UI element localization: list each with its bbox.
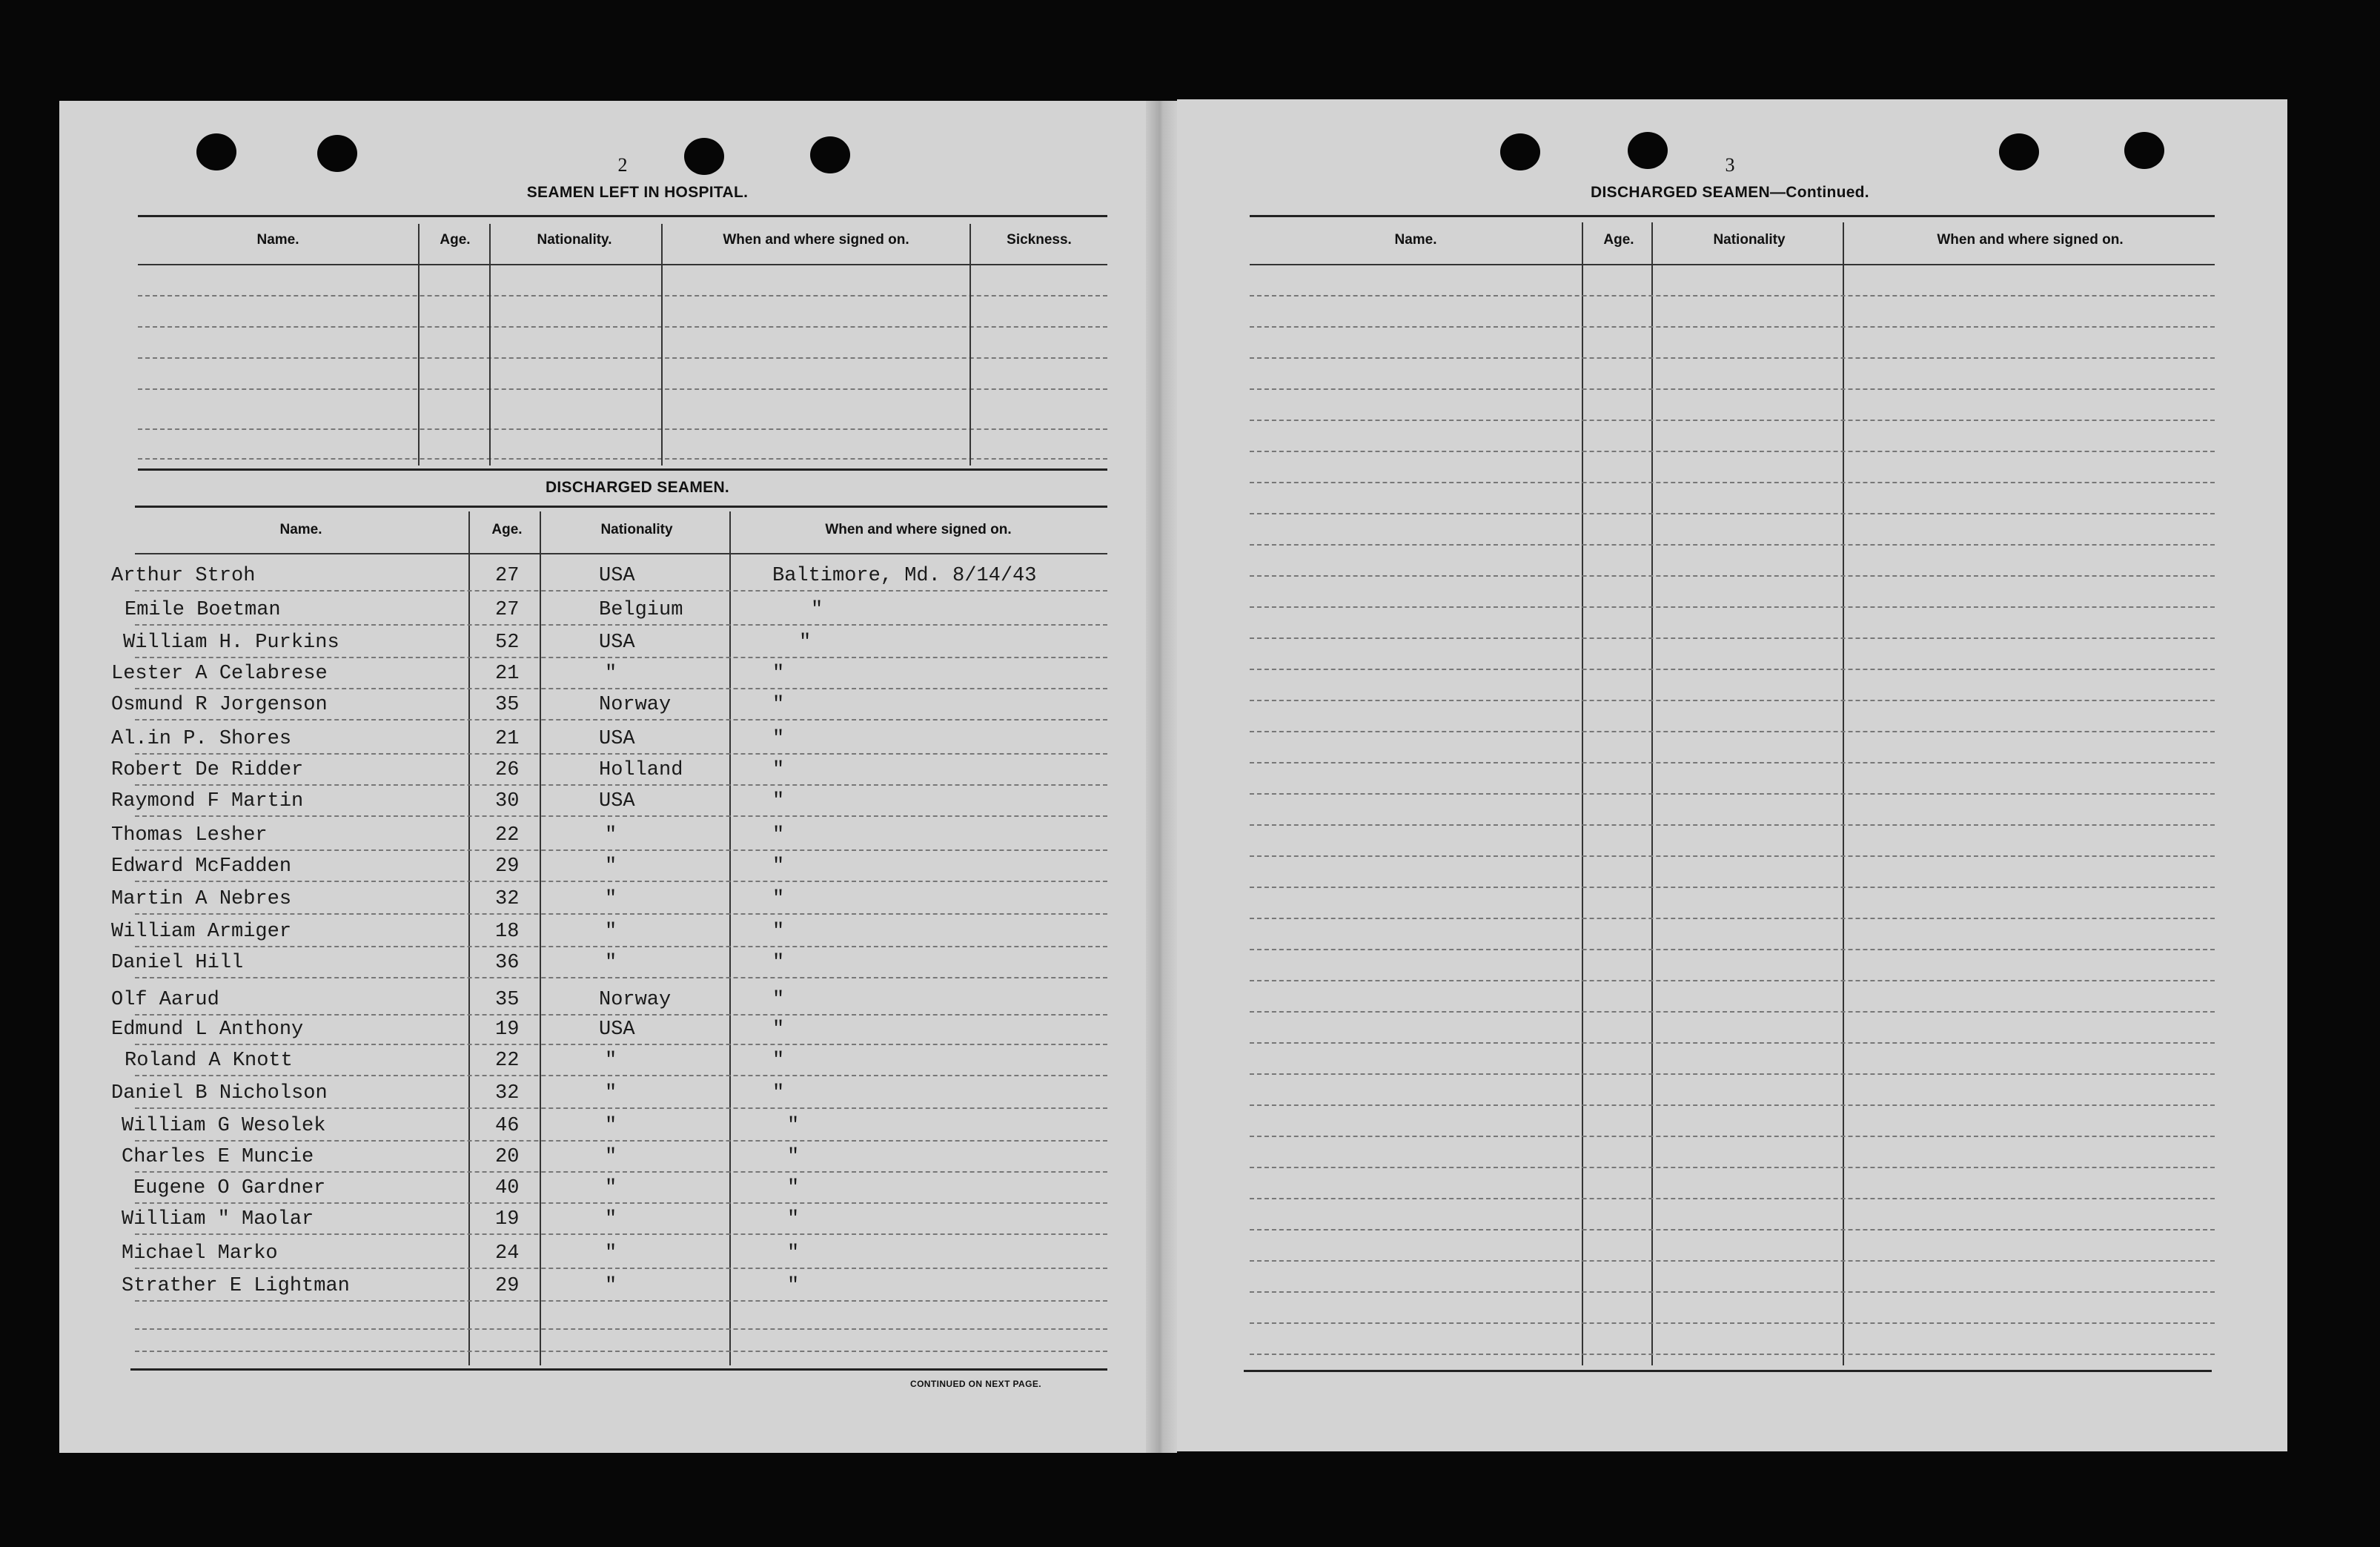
- ruled-line: [135, 1140, 1107, 1142]
- table-row: [0, 1047, 2380, 1076]
- ruled-line: [1250, 1198, 2215, 1199]
- ruled-line: [138, 428, 1107, 430]
- seaman-nationality: ": [605, 921, 617, 943]
- ruled-line: [1250, 606, 2215, 608]
- col-header-nationality: Nationality: [1713, 232, 1786, 248]
- ruled-line: [1250, 669, 2215, 670]
- signed-on: ": [772, 921, 785, 943]
- seaman-nationality: ": [605, 952, 617, 974]
- seaman-age: 40: [495, 1177, 520, 1199]
- table-row: [0, 949, 2380, 978]
- seaman-name: Strather E Lightman: [122, 1275, 350, 1297]
- seaman-nationality: ": [605, 1082, 617, 1104]
- signed-on: ": [772, 989, 785, 1011]
- col-header-age: Age.: [491, 522, 523, 537]
- seaman-age: 27: [495, 565, 520, 587]
- signed-on: ": [772, 790, 785, 812]
- table-row: [0, 756, 2380, 786]
- ruled-line: [1250, 513, 2215, 514]
- table-row: [0, 1016, 2380, 1045]
- signed-on: ": [811, 599, 823, 621]
- punch-hole: [317, 135, 357, 172]
- seaman-age: 22: [495, 1050, 520, 1072]
- table-row: [0, 562, 2380, 592]
- ruled-line: [135, 1233, 1107, 1235]
- col-header-age: Age.: [1603, 232, 1634, 248]
- seaman-nationality: Holland: [599, 759, 683, 781]
- rule: [135, 553, 1107, 554]
- ruled-line: [1250, 1229, 2215, 1230]
- seaman-age: 19: [495, 1208, 520, 1230]
- seaman-age: 21: [495, 663, 520, 685]
- seaman-name: Lester A Celabrese: [111, 663, 328, 685]
- col-header-name: Name.: [256, 232, 299, 248]
- ruled-line: [1250, 949, 2215, 950]
- seaman-nationality: ": [605, 663, 617, 685]
- seaman-name: William " Maolar: [122, 1208, 314, 1230]
- seaman-nationality: ": [605, 855, 617, 878]
- seaman-nationality: Norway: [599, 989, 672, 1011]
- ruled-line: [135, 1075, 1107, 1076]
- ruled-line: [1250, 887, 2215, 888]
- seaman-age: 29: [495, 1275, 520, 1297]
- ruled-line: [135, 688, 1107, 689]
- seaman-age: 46: [495, 1115, 520, 1137]
- col-divider: [661, 224, 663, 466]
- page-number: 2: [617, 154, 628, 176]
- signed-on: ": [772, 1082, 785, 1104]
- ruled-line: [1250, 700, 2215, 701]
- ruled-line: [135, 590, 1107, 592]
- signed-on: ": [787, 1177, 800, 1199]
- seaman-age: 35: [495, 694, 520, 716]
- ruled-line: [1250, 980, 2215, 981]
- signed-on: ": [772, 694, 785, 716]
- seaman-name: Eugene O Gardner: [133, 1177, 326, 1199]
- seaman-age: 30: [495, 790, 520, 812]
- ruled-line: [1250, 637, 2215, 639]
- ruled-line: [1250, 451, 2215, 452]
- table-row: [0, 1112, 2380, 1142]
- rule: [138, 468, 1107, 471]
- ruled-line: [138, 458, 1107, 460]
- punch-hole: [810, 136, 850, 173]
- seaman-nationality: USA: [599, 565, 635, 587]
- page-number: 3: [1725, 154, 1735, 176]
- seaman-age: 29: [495, 855, 520, 878]
- seaman-age: 18: [495, 921, 520, 943]
- signed-on: ": [772, 824, 785, 847]
- seaman-age: 32: [495, 888, 520, 910]
- signed-on: ": [772, 952, 785, 974]
- seaman-nationality: ": [605, 824, 617, 847]
- col-divider: [489, 224, 491, 466]
- seaman-name: William G Wesolek: [122, 1115, 326, 1137]
- table-row: [0, 1239, 2380, 1269]
- seaman-age: 24: [495, 1242, 520, 1265]
- ruled-line: [135, 1300, 1107, 1302]
- seaman-age: 22: [495, 824, 520, 847]
- seaman-age: 21: [495, 728, 520, 750]
- ruled-line: [135, 1044, 1107, 1045]
- seaman-name: Charles E Muncie: [122, 1146, 314, 1168]
- col-divider: [418, 224, 420, 466]
- signed-on: ": [772, 1018, 785, 1041]
- seaman-name: Martin A Nebres: [111, 888, 292, 910]
- signed-on: ": [787, 1242, 800, 1265]
- ruled-line: [135, 784, 1107, 786]
- ruled-line: [135, 719, 1107, 721]
- table-row: [0, 1205, 2380, 1235]
- ruled-line: [1250, 357, 2215, 359]
- seaman-age: 32: [495, 1082, 520, 1104]
- punch-hole: [1500, 133, 1540, 170]
- table-row: [0, 1174, 2380, 1204]
- ruled-line: [135, 1328, 1107, 1330]
- signed-on: ": [787, 1115, 800, 1137]
- table-row: [0, 885, 2380, 915]
- rule: [1244, 1370, 2212, 1372]
- seaman-nationality: USA: [599, 1018, 635, 1041]
- table-row: [0, 596, 2380, 626]
- ruled-line: [135, 1171, 1107, 1173]
- signed-on: ": [787, 1146, 800, 1168]
- seaman-name: Thomas Lesher: [111, 824, 268, 847]
- table-row: [0, 787, 2380, 817]
- ruled-line: [135, 657, 1107, 658]
- discharged-continued-title: DISCHARGED SEAMEN—Continued.: [1591, 184, 1869, 201]
- ruled-line: [135, 913, 1107, 915]
- ruled-line: [1250, 326, 2215, 328]
- ruled-line: [135, 1351, 1107, 1352]
- seaman-nationality: ": [605, 1146, 617, 1168]
- seaman-name: Emile Boetman: [125, 599, 281, 621]
- punch-hole: [1628, 132, 1668, 169]
- table-row: [0, 918, 2380, 947]
- col-header-sickness: Sickness.: [1007, 232, 1072, 248]
- ruled-line: [135, 881, 1107, 882]
- seaman-name: Osmund R Jorgenson: [111, 694, 328, 716]
- signed-on: ": [772, 759, 785, 781]
- table-row: [0, 1143, 2380, 1173]
- ruled-line: [1250, 1011, 2215, 1013]
- rule: [138, 215, 1107, 217]
- seaman-nationality: Belgium: [599, 599, 683, 621]
- punch-hole: [196, 133, 236, 170]
- ruled-line: [1250, 1104, 2215, 1106]
- seaman-age: 52: [495, 632, 520, 654]
- seaman-nationality: USA: [599, 632, 635, 654]
- seaman-age: 27: [495, 599, 520, 621]
- signed-on: ": [799, 632, 812, 654]
- ruled-line: [138, 357, 1107, 359]
- ruled-line: [1250, 1042, 2215, 1044]
- ruled-line: [1250, 1073, 2215, 1075]
- seaman-name: Robert De Ridder: [111, 759, 304, 781]
- col-header-signed-on: When and where signed on.: [825, 522, 1012, 537]
- table-row: [0, 1272, 2380, 1302]
- seaman-nationality: Norway: [599, 694, 672, 716]
- seaman-nationality: ": [605, 1275, 617, 1297]
- ruled-line: [135, 624, 1107, 626]
- rule: [130, 1368, 1107, 1371]
- seaman-name: Olf Aarud: [111, 989, 219, 1011]
- ruled-line: [1250, 1291, 2215, 1293]
- col-header-name: Name.: [1394, 232, 1437, 248]
- ruled-line: [138, 295, 1107, 297]
- ruled-line: [1250, 544, 2215, 546]
- ruled-line: [135, 753, 1107, 755]
- ruled-line: [1250, 762, 2215, 763]
- seaman-name: William H. Purkins: [123, 632, 339, 654]
- seaman-name: Daniel B Nicholson: [111, 1082, 328, 1104]
- seaman-nationality: ": [605, 1208, 617, 1230]
- ruled-line: [135, 1268, 1107, 1269]
- signed-on: ": [772, 663, 785, 685]
- ruled-line: [138, 388, 1107, 390]
- seaman-name: Michael Marko: [122, 1242, 278, 1265]
- seaman-nationality: ": [605, 1242, 617, 1265]
- rule: [138, 264, 1107, 265]
- seaman-nationality: ": [605, 1050, 617, 1072]
- ruled-line: [135, 815, 1107, 817]
- seaman-age: 35: [495, 989, 520, 1011]
- ruled-line: [1250, 731, 2215, 732]
- ruled-line: [1250, 1354, 2215, 1355]
- ruled-line: [1250, 388, 2215, 390]
- signed-on: ": [772, 855, 785, 878]
- signed-on: ": [772, 888, 785, 910]
- ruled-line: [1250, 575, 2215, 577]
- table-row: [0, 852, 2380, 882]
- seaman-age: 26: [495, 759, 520, 781]
- seaman-nationality: ": [605, 1177, 617, 1199]
- continued-note: CONTINUED ON NEXT PAGE.: [910, 1379, 1041, 1389]
- ruled-line: [1250, 1260, 2215, 1262]
- seaman-name: Edward McFadden: [111, 855, 292, 878]
- signed-on: ": [772, 728, 785, 750]
- seaman-name: Edmund L Anthony: [111, 1018, 304, 1041]
- ruled-line: [1250, 824, 2215, 826]
- rule: [135, 506, 1107, 508]
- table-row: [0, 691, 2380, 721]
- ruled-line: [135, 1202, 1107, 1204]
- seaman-age: 20: [495, 1146, 520, 1168]
- discharged-section-title: DISCHARGED SEAMEN.: [545, 479, 730, 496]
- col-header-signed-on: When and where signed on.: [1937, 232, 2124, 248]
- punch-hole: [1999, 133, 2039, 170]
- seaman-nationality: ": [605, 1115, 617, 1137]
- rule: [1250, 264, 2215, 265]
- ruled-line: [1250, 295, 2215, 297]
- col-header-nationality: Nationality.: [537, 232, 612, 248]
- seaman-nationality: ": [605, 888, 617, 910]
- ruled-line: [1250, 1167, 2215, 1168]
- ruled-line: [135, 977, 1107, 978]
- seaman-name: William Armiger: [111, 921, 292, 943]
- col-header-age: Age.: [440, 232, 471, 248]
- table-row: [0, 725, 2380, 755]
- col-header-name: Name.: [279, 522, 322, 537]
- seaman-nationality: USA: [599, 790, 635, 812]
- seaman-age: 19: [495, 1018, 520, 1041]
- ruled-line: [135, 946, 1107, 947]
- seaman-name: Daniel Hill: [111, 952, 244, 974]
- table-row: [0, 629, 2380, 658]
- table-row: [0, 821, 2380, 851]
- table-row: [0, 660, 2380, 689]
- seaman-name: Roland A Knott: [125, 1050, 293, 1072]
- ruled-line: [1250, 793, 2215, 795]
- ruled-line: [1250, 855, 2215, 857]
- ruled-line: [1250, 1136, 2215, 1137]
- signed-on: ": [772, 1050, 785, 1072]
- seaman-nationality: USA: [599, 728, 635, 750]
- punch-hole: [684, 138, 724, 175]
- col-divider: [969, 224, 971, 466]
- rule: [1250, 215, 2215, 217]
- hospital-section-title: SEAMEN LEFT IN HOSPITAL.: [526, 184, 749, 201]
- ruled-line: [138, 326, 1107, 328]
- ruled-line: [1250, 1322, 2215, 1324]
- signed-on: ": [787, 1275, 800, 1297]
- signed-on: Baltimore, Md. 8/14/43: [772, 565, 1037, 587]
- seaman-name: Arthur Stroh: [111, 565, 256, 587]
- punch-hole: [2124, 132, 2164, 169]
- seaman-name: Raymond F Martin: [111, 790, 304, 812]
- seaman-name: Al.in P. Shores: [111, 728, 292, 750]
- ruled-line: [1250, 918, 2215, 919]
- ruled-line: [1250, 482, 2215, 483]
- ruled-line: [135, 1107, 1107, 1109]
- col-header-signed-on: When and where signed on.: [723, 232, 909, 248]
- ruled-line: [135, 849, 1107, 851]
- seaman-age: 36: [495, 952, 520, 974]
- col-header-nationality: Nationality: [600, 522, 673, 537]
- signed-on: ": [787, 1208, 800, 1230]
- ruled-line: [1250, 420, 2215, 421]
